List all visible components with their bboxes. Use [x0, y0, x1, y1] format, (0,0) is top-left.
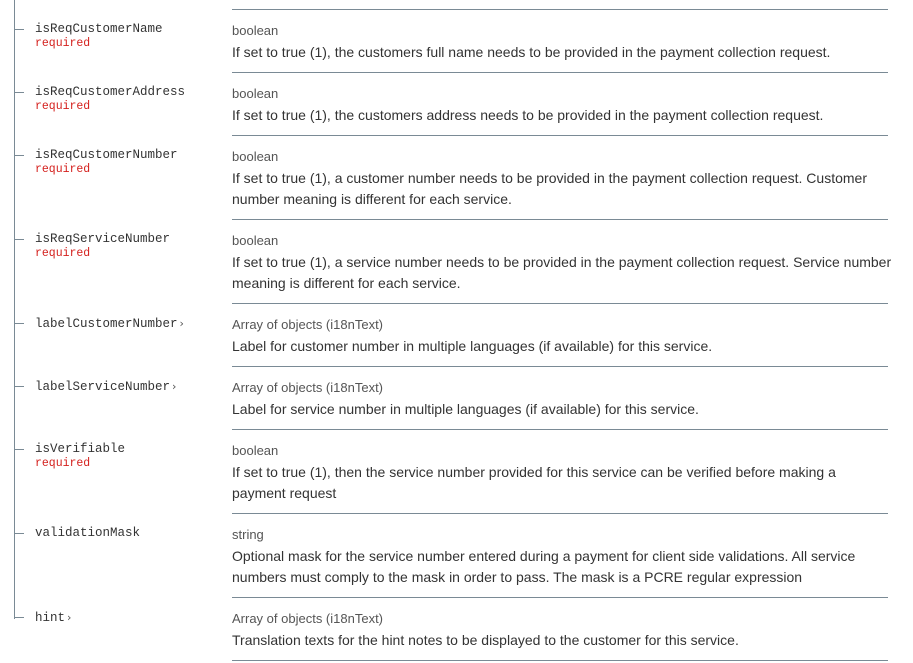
tree-connector	[14, 29, 24, 30]
property-detail-cell	[232, 73, 888, 136]
chevron-right-icon[interactable]: ›	[67, 611, 72, 624]
required-label: required	[35, 457, 91, 470]
property-row-isReqCustomerName	[0, 10, 913, 73]
property-row-isVerifiable	[0, 430, 913, 514]
property-detail-cell	[232, 367, 888, 430]
property-row-isReqCustomerAddress	[0, 73, 913, 136]
property-row-labelServiceNumber[interactable]	[0, 367, 913, 430]
property-name-toggle[interactable]	[35, 610, 225, 626]
property-type: boolean	[232, 86, 279, 101]
property-description: If set to true (1), the customers full name needs to be provided in the payment collection request.	[232, 44, 831, 60]
tree-connector-last	[14, 617, 24, 618]
property-name: isVerifiable	[35, 442, 126, 456]
property-name[interactable]: labelServiceNumber	[35, 380, 171, 394]
property-name-cell[interactable]	[35, 610, 225, 626]
tree-connector	[14, 323, 24, 324]
property-name-cell	[35, 442, 225, 471]
property-detail-cell	[232, 304, 888, 367]
property-row-isReqCustomerNumber	[0, 136, 913, 220]
property-type: boolean	[232, 23, 279, 38]
required-label: required	[35, 163, 91, 176]
property-description: Label for customer number in multiple languages (if available) for this service.	[232, 338, 713, 354]
property-description: Optional mask for the service number entered during a payment for client side validations. All service numbers must comply to the mask in order to pass. The mask is a PCRE regular expression	[232, 548, 856, 585]
property-description: If set to true (1), a customer number needs to be provided in the payment collection request. Customer number meaning is different for each service.	[232, 170, 867, 207]
property-detail-cell	[232, 136, 888, 220]
property-type: boolean	[232, 443, 279, 458]
property-name: isReqServiceNumber	[35, 232, 171, 246]
property-name-cell[interactable]	[35, 316, 225, 332]
property-name-cell	[35, 526, 225, 541]
property-row-hint[interactable]	[0, 598, 913, 661]
property-name-cell	[35, 148, 225, 177]
chevron-right-icon[interactable]: ›	[179, 317, 184, 330]
property-description: If set to true (1), the customers address needs to be provided in the payment collection request.	[232, 107, 824, 123]
property-row-validationMask	[0, 514, 913, 598]
property-description: Translation texts for the hint notes to be displayed to the customer for this service.	[232, 632, 739, 648]
property-name[interactable]: labelCustomerNumber	[35, 317, 178, 331]
tree-connector	[14, 533, 24, 534]
property-type: string	[232, 527, 264, 542]
property-row-isReqServiceNumber	[0, 220, 913, 304]
required-label: required	[35, 100, 91, 113]
tree-connector	[14, 386, 24, 387]
property-name-toggle[interactable]	[35, 379, 225, 395]
tree-connector	[14, 155, 24, 156]
required-label: required	[35, 37, 91, 50]
property-description: If set to true (1), then the service number provided for this service can be verified before making a payment request	[232, 464, 836, 501]
property-description: Label for service number in multiple languages (if available) for this service.	[232, 401, 699, 417]
property-name[interactable]: hint	[35, 611, 66, 625]
property-row-labelCustomerNumber[interactable]	[0, 304, 913, 367]
schema-property-list	[0, 10, 913, 661]
property-type: Array of objects (i18nText)	[232, 611, 384, 626]
property-type: boolean	[232, 233, 279, 248]
property-description: If set to true (1), a service number needs to be provided in the payment collection request. Service number meaning is different for each service.	[232, 254, 892, 291]
tree-connector	[14, 449, 24, 450]
property-name-cell	[35, 232, 225, 261]
property-name-cell	[35, 22, 225, 51]
tree-connector	[14, 239, 24, 240]
property-detail-cell	[232, 598, 888, 661]
property-type: Array of objects (i18nText)	[232, 317, 384, 332]
property-name: validationMask	[35, 526, 141, 540]
property-detail-cell	[232, 430, 888, 514]
property-type: Array of objects (i18nText)	[232, 380, 384, 395]
property-name: isReqCustomerName	[35, 22, 163, 36]
property-name: isReqCustomerAddress	[35, 85, 186, 99]
property-detail-cell	[232, 220, 892, 304]
property-type: boolean	[232, 149, 279, 164]
property-name-toggle[interactable]	[35, 316, 225, 332]
chevron-right-icon[interactable]: ›	[172, 380, 177, 393]
property-name: isReqCustomerNumber	[35, 148, 178, 162]
property-name-cell	[35, 85, 225, 114]
tree-connector	[14, 92, 24, 93]
required-label: required	[35, 247, 91, 260]
property-name-cell[interactable]	[35, 379, 225, 395]
property-detail-cell	[232, 514, 888, 598]
property-detail-cell	[232, 10, 888, 73]
